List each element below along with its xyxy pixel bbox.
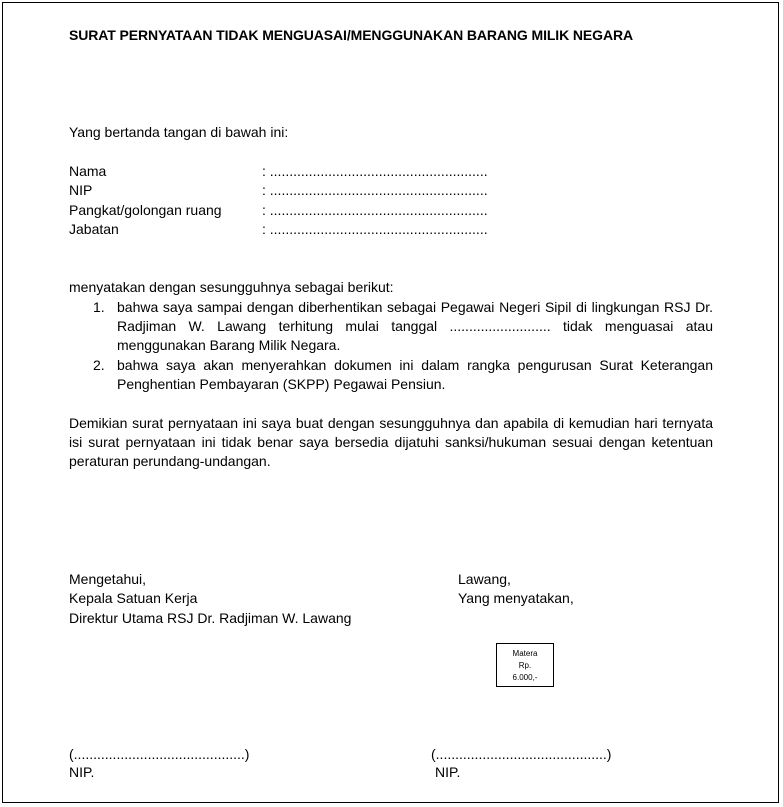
field-value-nama: : ........................................................ <box>262 163 488 179</box>
document-title: SURAT PERNYATAAN TIDAK MENGUASAI/MENGGUNAKAN BARANG MILIK NEGARA <box>69 27 633 43</box>
field-label-jabatan: Jabatan <box>69 221 119 237</box>
right-sign-line2: Yang menyatakan, <box>458 590 574 606</box>
left-sign-line3: Direktur Utama RSJ Dr. Radjiman W. Lawang <box>69 610 352 626</box>
item-text-2: bahwa saya akan menyerahkan dokumen ini dalam rangka pengurusan Surat Keterangan Penghentian Pembayaran (SKPP) Pegawai Pensiun. <box>117 357 713 392</box>
duty-stamp <box>496 643 554 687</box>
closing-paragraph: Demikian surat pernyataan ini saya buat dengan sesungguhnya dan apabila di kemudian hari ternyata isi surat pernyataan ini tidak benar saya bersedia dijatuhi sanksi/hukuman sesuai dengan ketentuan peraturan perundang-undangan. <box>69 415 713 469</box>
item-text-1: bahwa saya sampai dengan diberhentikan sebagai Pegawai Negeri Sipil di lingkungan RSJ Dr. Radjiman W. Lawang terhitung mulai tanggal .......................... tidak menguasai atau menggunakan Barang Milik Negara. <box>117 299 713 353</box>
stamp-line1: Matera <box>512 649 538 658</box>
right-sign-line1: Lawang, <box>458 571 511 587</box>
left-sign-line1: Mengetahui, <box>69 571 147 587</box>
item-number-2: 2. <box>93 357 105 373</box>
statement-intro: menyatakan dengan sesungguhnya sebagai berikut: <box>69 279 394 295</box>
field-label-nama: Nama <box>69 163 107 179</box>
field-label-nip: NIP <box>69 182 93 198</box>
field-label-pangkat: Pangkat/golongan ruang <box>69 202 222 218</box>
right-sign-name: (............................................) <box>431 746 612 762</box>
left-sign-name: (............................................) <box>69 746 250 762</box>
field-value-nip: : ........................................................ <box>262 182 488 198</box>
stamp-line3: 6.000,- <box>512 673 538 682</box>
right-sign-nip: NIP. <box>435 764 461 780</box>
stamp-line2: Rp. <box>518 661 532 670</box>
field-value-pangkat: : ........................................................ <box>262 202 488 218</box>
left-sign-line2: Kepala Satuan Kerja <box>69 590 198 606</box>
item-number-1: 1. <box>93 299 105 315</box>
field-value-jabatan: : ........................................................ <box>262 221 488 237</box>
intro-text: Yang bertanda tangan di bawah ini: <box>69 124 289 140</box>
left-sign-nip: NIP. <box>69 764 95 780</box>
